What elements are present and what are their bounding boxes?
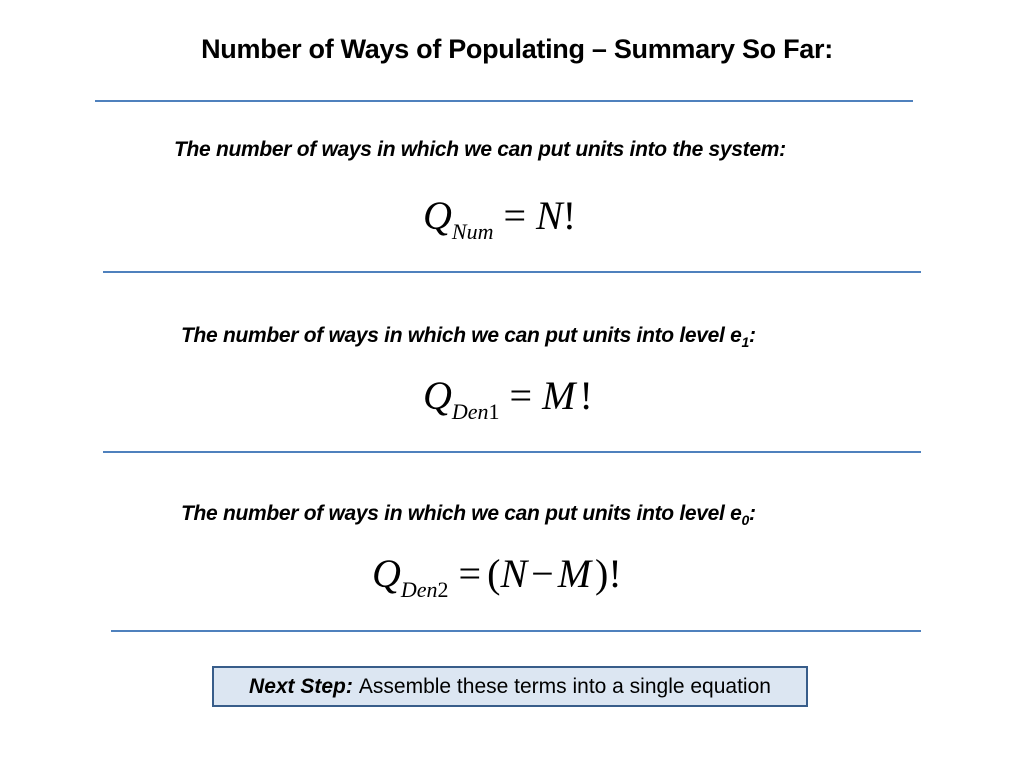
next-step-box bbox=[212, 666, 808, 707]
eq-subscript-num: 1 bbox=[488, 399, 500, 424]
eq-open-paren: ( bbox=[487, 551, 501, 596]
eq-subscript: Num bbox=[451, 219, 494, 244]
eq-factorial: ! bbox=[562, 193, 577, 238]
eq-symbol: Q bbox=[423, 373, 452, 418]
equation-q-num bbox=[423, 193, 577, 244]
eq-equals: = bbox=[503, 193, 527, 238]
caption-end: : bbox=[749, 324, 756, 347]
divider-top bbox=[95, 100, 913, 102]
caption-text: The number of ways in which we can put units into level e bbox=[181, 502, 742, 525]
section-1-caption bbox=[174, 138, 786, 162]
eq-close-paren: ) bbox=[595, 551, 609, 596]
eq-rhs-var-m: M bbox=[557, 551, 592, 596]
eq-equals: = bbox=[458, 551, 482, 596]
eq-subscript: Den bbox=[451, 399, 489, 424]
eq-subscript-num: 2 bbox=[437, 577, 449, 602]
next-step-label: Next Step: bbox=[249, 674, 353, 698]
equation-q-den2 bbox=[372, 551, 622, 602]
eq-rhs-var-n: N bbox=[500, 551, 528, 596]
divider-1 bbox=[103, 271, 921, 273]
caption-text: The number of ways in which we can put units into the system: bbox=[174, 138, 786, 161]
section-3-caption bbox=[181, 502, 756, 526]
eq-subscript: Den bbox=[400, 577, 438, 602]
eq-factorial: ! bbox=[579, 373, 593, 418]
equation-q-den1 bbox=[423, 373, 593, 424]
next-step-text: Assemble these terms into a single equation bbox=[358, 674, 771, 698]
caption-text: The number of ways in which we can put units into level e bbox=[181, 324, 742, 347]
caption-end: : bbox=[749, 502, 756, 525]
section-2-caption bbox=[181, 324, 756, 348]
caption-subscript: 1 bbox=[741, 334, 749, 350]
eq-minus: − bbox=[531, 551, 554, 596]
eq-rhs-var: M bbox=[542, 373, 576, 418]
eq-symbol: Q bbox=[423, 193, 452, 238]
caption-subscript: 0 bbox=[741, 512, 749, 528]
eq-equals: = bbox=[509, 373, 533, 418]
eq-rhs-var: N bbox=[536, 193, 563, 238]
divider-2 bbox=[103, 451, 921, 453]
eq-factorial: ! bbox=[608, 551, 622, 596]
page-title: Number of Ways of Populating – Summary So Far: bbox=[201, 34, 833, 64]
eq-symbol: Q bbox=[372, 551, 401, 596]
divider-3 bbox=[111, 630, 921, 632]
